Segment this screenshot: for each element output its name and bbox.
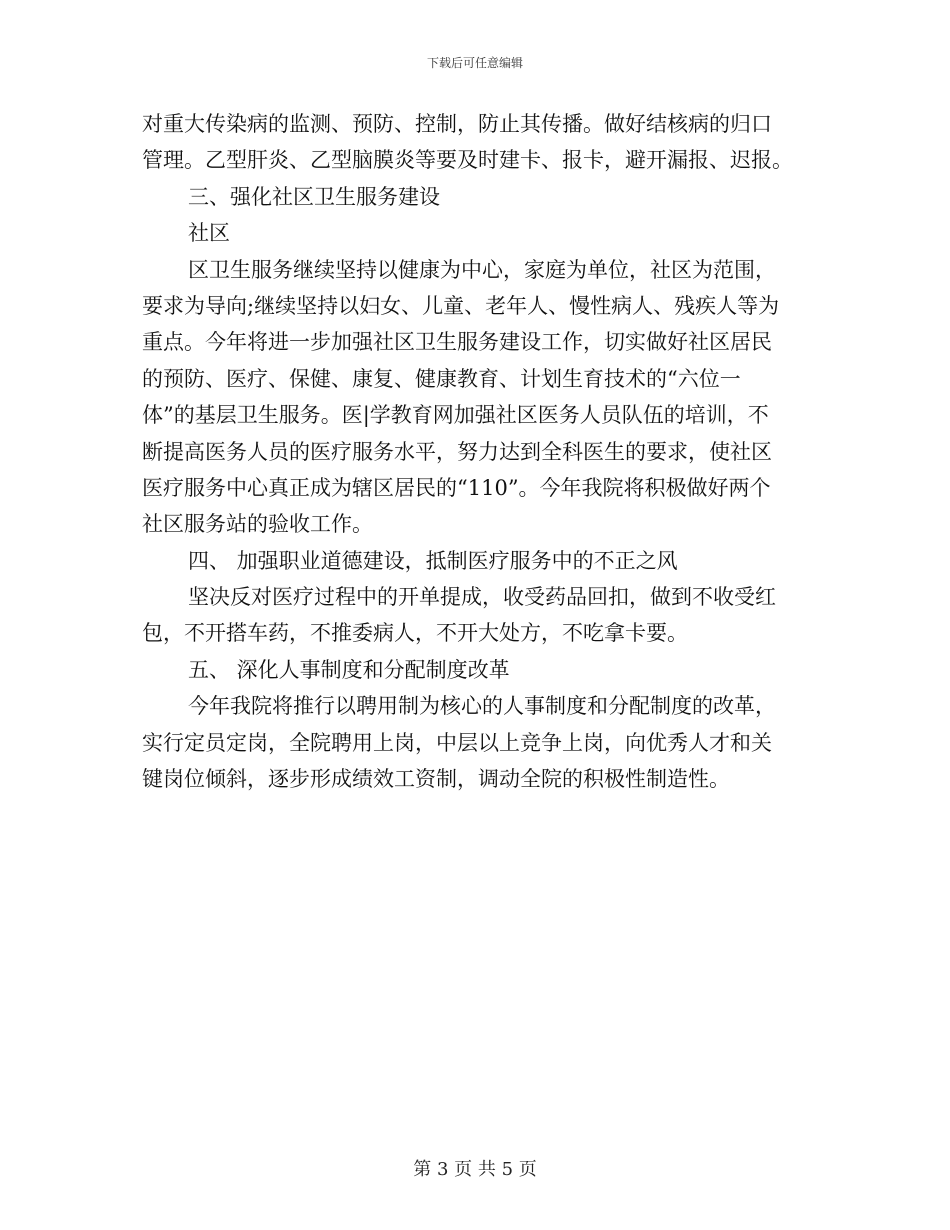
- body-line: 社区: [188, 221, 230, 246]
- body-line: 坚决反对医疗过程中的开单提成，收受药品回扣，做到不收受红: [188, 585, 776, 610]
- body-line: 区卫生服务继续坚持以健康为中心，家庭为单位，社区为范围，: [188, 257, 776, 282]
- body-line: 要求为导向;继续坚持以妇女、儿童、老年人、慢性病人、残疾人等为: [142, 293, 780, 318]
- body-line: 社区服务站的验收工作。: [142, 512, 373, 537]
- body-line: 对重大传染病的监测、预防、控制，防止其传播。做好结核病的归口: [142, 112, 772, 136]
- body-line: 的预防、医疗、保健、康复、健康教育、计划生育技术的“六位一: [142, 366, 741, 391]
- document-body: [142, 106, 810, 797]
- body-line: 医疗服务中心真正成为辖区居民的“110”。今年我院将积极做好两个: [142, 475, 771, 500]
- page-number: 第 3 页 共 5 页: [413, 1159, 537, 1180]
- body-line: 键岗位倾斜，逐步形成绩效工资制，调动全院的积极性制造性。: [142, 767, 730, 792]
- body-line: 实行定员定岗，全院聘用上岗，中层以上竞争上岗，向优秀人才和关: [142, 730, 772, 755]
- body-line: 包，不开搭车药，不推委病人，不开大处方，不吃拿卡要。: [142, 621, 688, 646]
- section-heading: 四、 加强职业道德建设，抵制医疗服务中的不正之风: [188, 548, 678, 573]
- body-line: 体”的基层卫生服务。医|学教育网加强社区医务人员队伍的培训，不: [142, 403, 769, 428]
- body-line: 断提高医务人员的医疗服务水平，努力达到全科医生的要求，使社区: [142, 439, 772, 464]
- body-line: 今年我院将推行以聘用制为核心的人事制度和分配制度的改革，: [188, 694, 776, 719]
- body-line: 管理。乙型肝炎、乙型脑膜炎等要及时建卡、报卡，避开漏报、迟报。: [142, 148, 793, 173]
- section-heading: 三、强化社区卫生服务建设: [188, 184, 440, 209]
- section-heading: 五、 深化人事制度和分配制度改革: [188, 657, 510, 682]
- page-header: 下载后可任意编辑: [426, 56, 523, 70]
- body-line: 重点。今年将进一步加强社区卫生服务建设工作，切实做好社区居民: [142, 330, 772, 355]
